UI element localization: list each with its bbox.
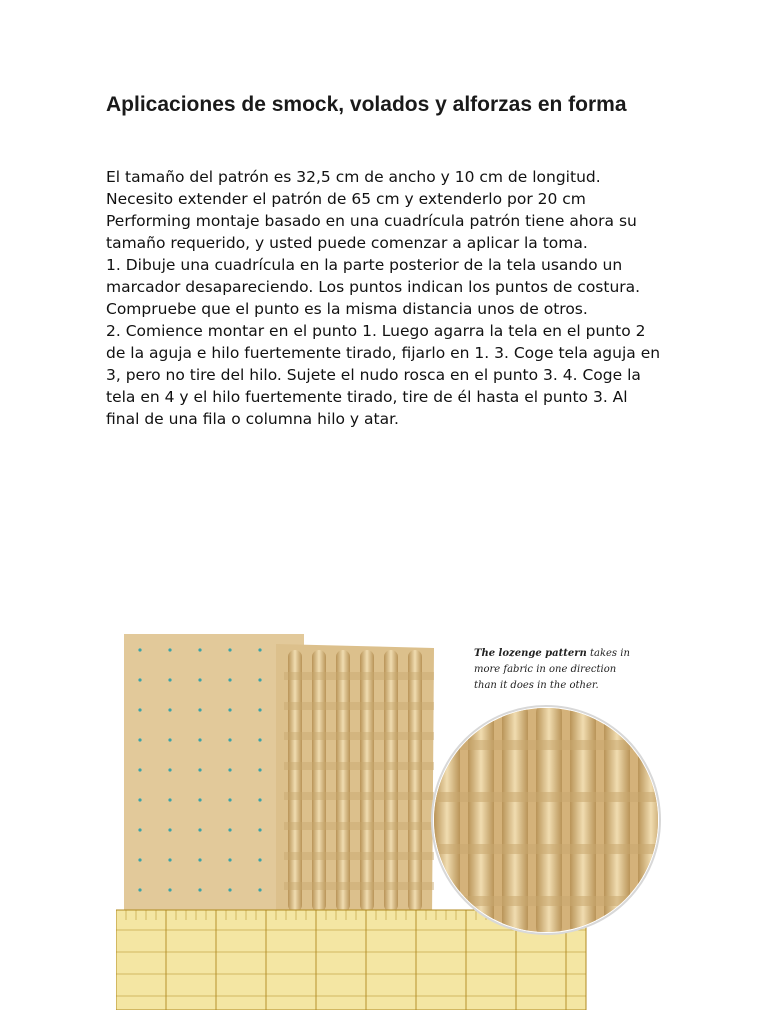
stitch-dot [168,888,171,891]
magnified-gather [416,896,676,906]
stitch-dot [168,768,171,771]
stitch-dot [198,678,201,681]
pleat-gather [284,702,434,710]
paragraph-intro: El tamaño del patrón es 32,5 cm de ancho y 10 cm de longitud. Necesito extender el patrón de 65 cm y extenderlo por 20 cm Performing montaje basado en una cuadrícula patrón tiene ahora su tamaño requerido, y usted puede comenzar a aplicar la toma. [106,168,637,252]
stitch-dot [138,708,141,711]
stitch-dot [258,708,261,711]
stitch-dot [138,798,141,801]
stitch-dot [258,738,261,741]
stitch-dot [228,888,231,891]
stitch-dot [138,858,141,861]
stitch-dot [198,858,201,861]
paragraph-step-2: 2. Comience montar en el punto 1. Luego agarra la tela en el punto 2 de la aguja e hilo fuertemente tirado, fijarlo en 1. 3. Coge tela aguja en 3, pero no tire del hilo. Sujete el nudo rosca en el punto 3. 4. Coge la tela en 4 y el hilo fuertemente tirado, tire de él hasta el punto 3. Al final de una fila o columna hilo y atar. [106,322,661,428]
stitch-dot [198,828,201,831]
stitch-dot [138,768,141,771]
stitch-dot [228,768,231,771]
pleat-gather [284,732,434,740]
pleat [336,650,350,912]
stitch-dot [228,648,231,651]
stitch-dot [168,738,171,741]
stitch-dot [168,708,171,711]
pleat-gather [284,822,434,830]
stitch-dot [258,828,261,831]
stitch-dot [138,738,141,741]
stitch-dot [168,648,171,651]
stitch-dot [168,798,171,801]
stitch-dot [138,888,141,891]
stitch-dot [228,828,231,831]
pleat [384,650,398,912]
paragraph-step-1: 1. Dibuje una cuadrícula en la parte posterior de la tela usando un marcador desapareciendo. Los puntos indican los puntos de costura. Compruebe que el punto es la misma distancia unos de otros. [106,256,641,318]
stitch-dot [198,798,201,801]
stitch-dot [198,738,201,741]
caption-text: takes in more fabric in one direction than it does in the other. [474,648,630,691]
stitch-dot [168,858,171,861]
pleat [360,650,374,912]
stitch-dot [198,768,201,771]
stitch-dot [258,888,261,891]
stitch-dot [258,678,261,681]
magnified-pleat [434,700,460,940]
stitch-dot [258,768,261,771]
stitch-dot [228,738,231,741]
pleat-gather [284,672,434,680]
pleat-gather [284,882,434,890]
stitch-dot [228,858,231,861]
pleat-gather [284,762,434,770]
magnified-gather [416,740,676,750]
stitch-dot [228,678,231,681]
stitch-dot [228,798,231,801]
pleat [312,650,326,912]
magnified-gather [416,792,676,802]
magnified-gather [416,844,676,854]
caption-emphasis: The lozenge pattern [474,648,587,659]
pleat-gather [284,792,434,800]
pleat-gather [284,852,434,860]
page-title: Aplicaciones de smock, volados y alforzas en forma [106,93,627,116]
stitch-dot [258,858,261,861]
stitch-dot [168,678,171,681]
stitch-dot [258,798,261,801]
body-text [106,166,662,430]
stitch-dot [138,648,141,651]
figure-caption [474,646,634,694]
pleat [408,650,422,912]
stitch-dot [138,678,141,681]
stitch-dot [198,648,201,651]
stitch-dot [138,828,141,831]
pleat [288,650,302,912]
stitch-dot [198,888,201,891]
stitch-dot [258,648,261,651]
stitch-dot [228,708,231,711]
stitch-dot [168,828,171,831]
stitch-dot [198,708,201,711]
